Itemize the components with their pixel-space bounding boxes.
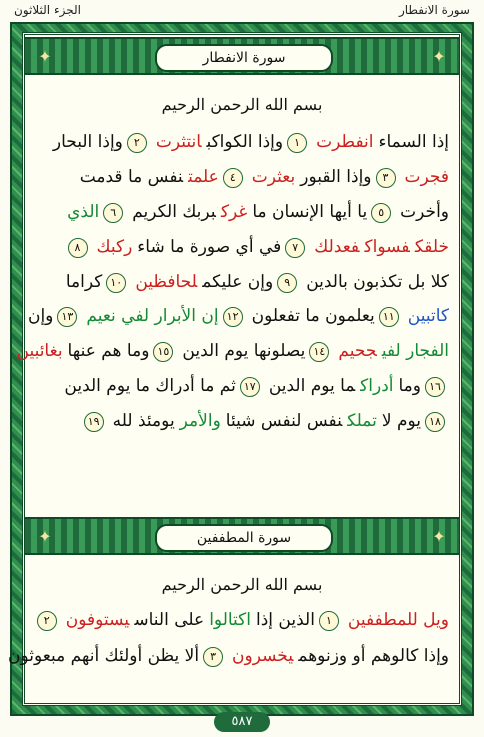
surah-header-label: سورة الانفطار	[398, 3, 470, 17]
surah-title: سورة الانفطار	[155, 44, 333, 72]
verse-text: خلقك	[414, 237, 449, 257]
ayah-number-marker: ١٥	[153, 342, 173, 362]
ayah-number-marker: ١٠	[106, 273, 126, 293]
page-number: ٥٨٧	[214, 712, 270, 732]
verse-line	[35, 605, 449, 635]
ayah-number-marker: ٩	[277, 273, 297, 293]
verse-text: كراما	[65, 272, 103, 292]
verse-text: فسواك	[364, 237, 410, 257]
verse-text: بعثرت	[251, 167, 296, 187]
ayah-number-marker: ٨	[68, 238, 88, 258]
ayah-number-marker: ١٧	[240, 377, 260, 397]
verse-text: والأمر	[179, 411, 221, 431]
star-ornament-icon: ✦	[432, 527, 446, 546]
verse-text: كلا بل تكذبون بالدين	[306, 272, 449, 292]
ayah-number-marker: ٧	[285, 238, 305, 258]
surah-banner	[25, 37, 459, 75]
star-ornament-icon: ✦	[432, 47, 446, 66]
verse-text: وإذا البحار	[52, 132, 123, 152]
verse-line	[35, 406, 449, 436]
verse-text: غرك	[220, 202, 248, 222]
ayah-number-marker: ١٣	[57, 307, 77, 327]
verse-line	[16, 336, 449, 366]
ayah-number-marker: ٢	[37, 611, 57, 631]
verse-text: ثم ما أدراك ما يوم الدين	[64, 376, 236, 396]
verse-text: إذا السماء	[378, 132, 449, 152]
verse-text: وإذا كالوهم أو وزنوهم	[298, 646, 449, 666]
verse-text: ألا يظن أولئك أنهم مبعوثون	[8, 646, 200, 666]
verse-text: إن الأبرار لفي نعيم	[86, 306, 219, 326]
star-ornament-icon: ✦	[38, 47, 52, 66]
verse-text: أدراك	[360, 376, 394, 396]
verse-text: ما يوم الدين	[268, 376, 356, 396]
verse-text: على الناس	[134, 610, 205, 630]
verse-line	[35, 371, 449, 401]
verse-text: وما	[398, 376, 421, 396]
ayah-number-marker: ١١	[379, 307, 399, 327]
verse-text: وإذا الكواكب	[206, 132, 284, 152]
verse-text: لحافظين	[135, 272, 198, 292]
verse-text: وإن عليكم	[202, 272, 274, 292]
ayah-number-marker: ٣	[376, 168, 396, 188]
verse-text: الذي	[67, 202, 100, 222]
verse-text: يا أيها الإنسان ما	[252, 202, 368, 222]
ayah-number-marker: ٦	[103, 203, 123, 223]
verse-text: يوم لا	[381, 411, 421, 431]
ayah-number-marker: ١	[287, 133, 307, 153]
star-ornament-icon: ✦	[38, 527, 52, 546]
verse-line	[35, 232, 449, 262]
verse-line	[27, 301, 449, 331]
verse-text: وإن	[27, 306, 54, 326]
verse-text: اكتالوا	[209, 610, 251, 630]
verse-text: يخسرون	[232, 646, 294, 666]
verse-text: فجرت	[404, 167, 449, 187]
verse-text: يعلمون ما تفعلون	[251, 306, 375, 326]
verse-text: انتثرت	[155, 132, 202, 152]
ayah-number-marker: ١٦	[425, 377, 445, 397]
juz-label: الجزء الثلاثون	[14, 3, 81, 17]
ayah-number-marker: ١٤	[309, 342, 329, 362]
verse-text: علمت	[188, 167, 219, 187]
verse-text: الفجار لفي	[381, 341, 449, 361]
ayah-number-marker: ١٨	[425, 412, 445, 432]
page-body	[8, 32, 462, 706]
verse-text: ركبك	[96, 237, 133, 257]
ayah-number-marker: ٤	[223, 168, 243, 188]
verse-text: وإذا القبور	[300, 167, 372, 187]
verse-text: تملك	[347, 411, 377, 431]
verse-text: نفس ما قدمت	[79, 167, 184, 187]
ayah-number-marker: ١٩	[84, 412, 104, 432]
surah-title: سورة المطففين	[155, 524, 333, 552]
verse-text: يستوفون	[65, 610, 130, 630]
verse-text: في أي صورة ما شاء	[137, 237, 282, 257]
verse-line	[35, 162, 449, 192]
verse-text: كاتبين	[407, 306, 449, 326]
verse-text: جحيم	[338, 341, 377, 361]
page-header	[0, 0, 484, 22]
verse-text: يصلونها يوم الدين	[182, 341, 306, 361]
verse-text: انفطرت	[316, 132, 374, 152]
ayah-number-marker: ٢	[127, 133, 147, 153]
verse-line	[35, 127, 449, 157]
verse-text: يومئذ لله	[112, 411, 175, 431]
basmala: بسم الله الرحمن الرحيم	[161, 95, 323, 114]
verse-line	[8, 641, 449, 671]
verse-text: ويل للمطففين	[347, 610, 449, 630]
verse-text: بغائبين	[16, 341, 63, 361]
ayah-number-marker: ١٢	[223, 307, 243, 327]
verse-line	[35, 197, 449, 227]
verse-text: الذين إذا	[256, 610, 315, 630]
ayah-number-marker: ٣	[203, 647, 223, 667]
verse-line	[35, 267, 449, 297]
verse-text: وما هم عنها	[67, 341, 150, 361]
verse-text: فعدلك	[314, 237, 360, 257]
ayah-number-marker: ٥	[371, 203, 391, 223]
surah-banner	[25, 517, 459, 555]
verse-text: وأخرت	[400, 202, 449, 222]
verse-text: نفس لنفس شيئا	[225, 411, 343, 431]
ayah-number-marker: ١	[319, 611, 339, 631]
basmala: بسم الله الرحمن الرحيم	[161, 575, 323, 594]
verse-text: بربك الكريم	[132, 202, 216, 222]
